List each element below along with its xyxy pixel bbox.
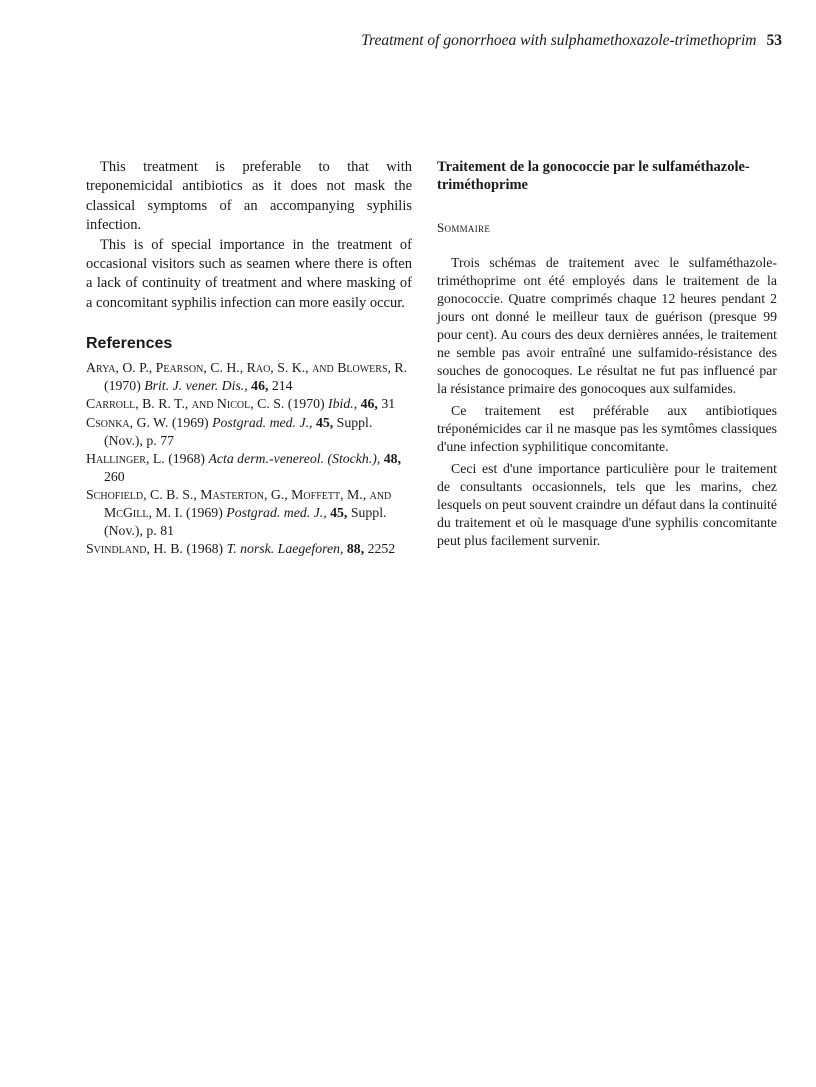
summary-paragraph: Ce traitement est préférable aux antibiotiques tréponémicides car il ne masque pas les symtômes classiques d'une infection syphilitique concomitante.: [437, 403, 777, 454]
reference-item: [86, 359, 412, 394]
reference-authors: Csonka, G. W.: [86, 415, 169, 431]
reference-item: [86, 414, 412, 449]
body-paragraph: This is of special importance in the treatment of occasional visitors such as seamen where there is often a lack of continuity of treatment and where masking of a concomitant syphilis infection can more easily occur.: [86, 236, 412, 311]
reference-authors: Hallinger, L.: [86, 451, 165, 467]
reference-journal: T. norsk. Laegeforen,: [226, 541, 344, 557]
reference-item: [86, 540, 412, 558]
reference-year: (1969): [171, 415, 209, 431]
reference-year: (1968): [168, 451, 205, 467]
right-column: [437, 158, 777, 550]
reference-pages: 31: [381, 396, 396, 412]
reference-volume: 46,: [251, 377, 269, 393]
running-head: [300, 31, 782, 51]
sommaire-label: Sommaire: [437, 220, 491, 235]
reference-volume: 48,: [383, 451, 402, 467]
reference-year: (1970): [287, 396, 325, 412]
page-number: 53: [766, 32, 782, 49]
reference-journal: Brit. J. vener. Dis.,: [144, 377, 248, 393]
reference-pages: 2252: [367, 541, 396, 557]
reference-volume: 45,: [315, 415, 334, 431]
running-title: Treatment of gonorrhoea with sulphamethoxazole-trimethoprim: [361, 32, 757, 49]
reference-journal: Ibid.,: [328, 396, 358, 412]
reference-authors: Schofield, C. B. S., Masterton, G., Moffett, M., and McGill, M. I.: [86, 487, 392, 520]
reference-item: [86, 486, 412, 539]
reference-journal: Postgrad. med. J.,: [226, 505, 327, 520]
reference-item: [86, 395, 412, 413]
reference-authors: Svindland, H. B.: [86, 541, 183, 557]
reference-authors: Carroll, B. R. T., and Nicol, C. S.: [86, 396, 285, 412]
reference-volume: 45,: [330, 505, 348, 520]
reference-volume: 88,: [346, 541, 365, 557]
reference-volume: 46,: [360, 396, 378, 412]
reference-pages: 260: [104, 468, 125, 484]
reference-year: (1968): [186, 541, 224, 557]
reference-authors: Arya, O. P., Pearson, C. H., Rao, S. K., and Blowers, R.: [86, 360, 408, 376]
reference-year: (1969): [186, 505, 223, 520]
left-column: [86, 158, 412, 559]
references-list: [86, 359, 412, 558]
body-paragraph: This treatment is preferable to that with treponemicidal antibiotics as it does not mask the classical symptoms of an accompanying syphilis infection.: [86, 159, 412, 234]
references-heading: References: [86, 335, 173, 353]
summary-paragraph: Trois schémas de traitement avec le sulfaméthazole-triméthoprime ont été employés dans le traitement de la gonococcie. Quatre comprimés chaque 12 heures pendant 2 jours ont donné le meilleur taux de guérison (presque 99 pour cent). Au cours des deux dernières années, le traitement ne semble pas avoir entraîné une sulfamido-résistance des souches de gonocoques. Le résultat ne fut pas influencé par la résistance primaire des gonocoques aux sulfamides.: [437, 255, 777, 396]
reference-pages: Suppl. (Nov.), p. 81: [104, 505, 387, 538]
reference-journal: Acta derm.-venereol. (Stockh.),: [208, 451, 381, 467]
reference-year: (1970): [104, 377, 141, 393]
reference-journal: Postgrad. med. J.,: [212, 415, 313, 431]
reference-pages: Suppl. (Nov.), p. 77: [104, 415, 373, 448]
reference-pages: 214: [271, 377, 293, 393]
summary-paragraph: Ceci est d'une importance particulière pour le traitement de consultants occasionnels, tels que les marins, chez lesquels on peut souvent craindre un défaut dans la continuité du traitement et où le masquage d'une syphilis concomitante peut plus facilement survenir.: [437, 461, 777, 548]
french-summary-title: Traitement de la gonococcie par le sulfaméthazole-triméthoprime: [437, 159, 750, 193]
reference-item: [86, 450, 412, 485]
